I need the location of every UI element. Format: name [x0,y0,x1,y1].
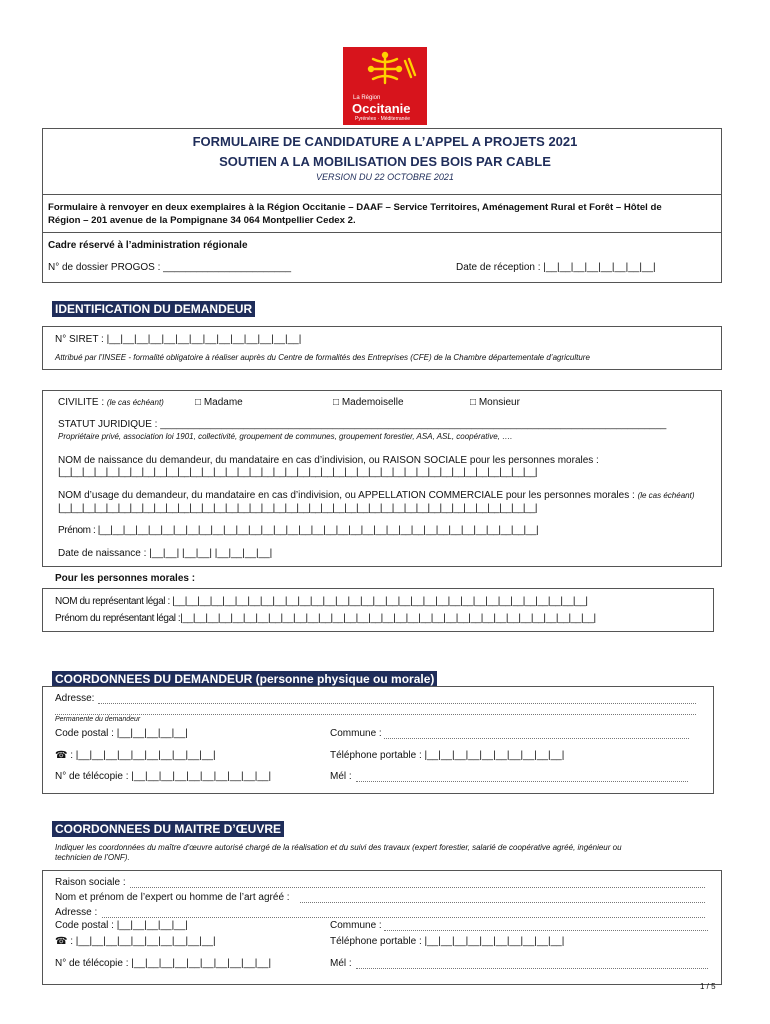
commune-label: Commune : [330,728,382,739]
raison-sociale-label: Raison sociale : [55,877,126,888]
maitre-mel-label: Mél : [330,958,352,969]
divider [42,194,722,195]
telecopie-field[interactable]: N° de télécopie : |__|__|__|__|__|__|__|__|__|__| [55,771,272,782]
commune-field[interactable] [384,738,689,739]
telephone-field[interactable]: ☎ : |__|__|__|__|__|__|__|__|__|__| [55,750,216,761]
civilite-note: (le cas échéant) [106,398,164,407]
page-number: 1 / 5 [700,982,716,991]
section-coordonnees-maitre: COORDONNEES DU MAITRE D’ŒUVRE [52,821,284,837]
mel-field[interactable] [356,781,688,782]
maitre-telecopie-field[interactable]: N° de télécopie : |__|__|__|__|__|__|__|__|__|__| [55,958,272,969]
dossier-field[interactable]: N° de dossier PROGOS : _______________________ [48,262,292,273]
reserved-label: Cadre réservé à l’administration régionale [48,240,248,251]
expert-label: Nom et prénom de l’expert ou homme de l’art agréé : [55,892,290,903]
expert-field[interactable] [300,902,705,903]
maitre-telephone-field[interactable]: ☎ : |__|__|__|__|__|__|__|__|__|__| [55,936,216,947]
permanente-note: Permanente du demandeur [55,716,141,723]
siret-note: Attribué par l’INSEE - formalité obligatoire à réaliser auprès du Centre de formalités des Entreprises (CFE) de la Chambre départementale d’agriculture [55,353,590,362]
demandeur-box [42,390,722,567]
mademoiselle-checkbox[interactable]: □ Mademoiselle [333,397,404,408]
adresse-line-1[interactable] [98,703,696,704]
logo-line-1: La Région [353,95,381,101]
raison-sociale-field[interactable] [130,887,705,888]
rep-nom-field[interactable]: NOM du représentant légal : |__|__|__|__|__|__|__|__|__|__|__|__|__|__|__|__|__|__|__|__|__|__|__|__|__|__|__|__|__|__|__|__|__| [55,596,588,607]
nom-naissance-label: NOM de naissance du demandeur, du mandataire en cas d’indivision, ou RAISON SOCIALE pour les personnes morales : [58,455,599,466]
maitre-note-1: Indiquer les coordonnées du maître d’œuvre autorisé chargé de la réalisation et du suivi des travaux (expert forestier, salarié de coopérative agréé, ingénieur ou [55,843,622,852]
prenom-field[interactable]: Prénom : |__|__|__|__|__|__|__|__|__|__|__|__|__|__|__|__|__|__|__|__|__|__|__|__|__|__|__|__|__|__|__|__|__|__|__| [58,525,539,536]
statut-field[interactable]: STATUT JURIDIQUE : ___________________________________________________________________________________________ [58,419,667,430]
section-identification: IDENTIFICATION DU DEMANDEUR [52,301,255,317]
adresse-label: Adresse: [55,693,95,704]
logo-line-2: Occitanie [352,101,411,116]
maitre-code-postal-field[interactable]: Code postal : |__|__|__|__|__| [55,920,188,931]
civilite-label: CIVILITE : (le cas échéant) [58,397,164,408]
maitre-mel-field[interactable] [356,968,708,969]
maitre-portable-field[interactable]: Téléphone portable : |__|__|__|__|__|__|__|__|__|__| [330,936,565,947]
intro-line-2: Région – 201 avenue de la Pompignane 34 064 Montpellier Cedex 2. [48,215,356,226]
rep-prenom-field[interactable]: Prénom du représentant légal :|__|__|__|__|__|__|__|__|__|__|__|__|__|__|__|__|__|__|__|__|__|__|__|__|__|__|__|__|__|__|__|__|__| [55,613,596,624]
region-occitanie-logo [343,47,427,125]
form-title: FORMULAIRE DE CANDIDATURE A L’APPEL A PROJETS 2021 [192,134,578,149]
nom-naissance-field[interactable]: |__|__|__|__|__|__|__|__|__|__|__|__|__|__|__|__|__|__|__|__|__|__|__|__|__|__|__|__|__|__|__|__|__|__|__|__|__|__|__|__| [58,467,537,478]
madame-checkbox[interactable]: □ Madame [195,397,243,408]
logo-line-3: Pyrénées · Méditerranée [355,116,411,122]
maitre-commune-label: Commune : [330,920,382,931]
representant-box [42,588,714,632]
siret-field[interactable]: N° SIRET : |__|__|__|__|__|__|__|__|__|__|__|__|__|__| [55,334,302,345]
maitre-adresse-label: Adresse : [55,907,98,918]
nom-usage-field[interactable]: |__|__|__|__|__|__|__|__|__|__|__|__|__|__|__|__|__|__|__|__|__|__|__|__|__|__|__|__|__|__|__|__|__|__|__|__|__|__|__|__| [58,503,537,514]
reception-date-field[interactable]: Date de réception : |__|__|__|__|__|__|__|__| [456,262,656,273]
statut-note: Propriétaire privé, association loi 1901, collectivité, groupement de communes, groupement forestier, ASA, ASL, coopérative, …. [58,432,513,441]
code-postal-field[interactable]: Code postal : |__|__|__|__|__| [55,728,188,739]
portable-field[interactable]: Téléphone portable : |__|__|__|__|__|__|__|__|__|__| [330,750,565,761]
intro-line-1: Formulaire à renvoyer en deux exemplaires à la Région Occitanie – DAAF – Service Territoires, Aménagement Rural et Forêt – Hôtel de [48,202,662,213]
maitre-adresse-field[interactable] [102,917,705,918]
form-version: VERSION DU 22 OCTOBRE 2021 [316,172,454,182]
maitre-commune-field[interactable] [384,930,708,931]
date-naissance-field[interactable]: Date de naissance : |__|__| |__|__| |__|__|__|__| [58,548,273,559]
maitre-note-2: technicien de l’ONF). [55,853,130,862]
monsieur-checkbox[interactable]: □ Monsieur [470,397,520,408]
adresse-line-2[interactable] [55,714,696,715]
divider [42,232,722,233]
nom-usage-label: NOM d’usage du demandeur, du mandataire en cas d’indivision, ou APPELLATION COMMERCIALE pour les personnes morales : (le cas échéant) [58,490,695,501]
section-coordonnees-demandeur: COORDONNEES DU DEMANDEUR (personne physique ou morale) [52,671,437,687]
siret-box [42,326,722,370]
occitan-cross-icon [343,47,427,95]
morales-label: Pour les personnes morales : [55,573,196,584]
nom-usage-note: (le cas échéant) [637,491,695,500]
form-subtitle: SOUTIEN A LA MOBILISATION DES BOIS PAR CABLE [219,154,551,169]
mel-label: Mél : [330,771,352,782]
